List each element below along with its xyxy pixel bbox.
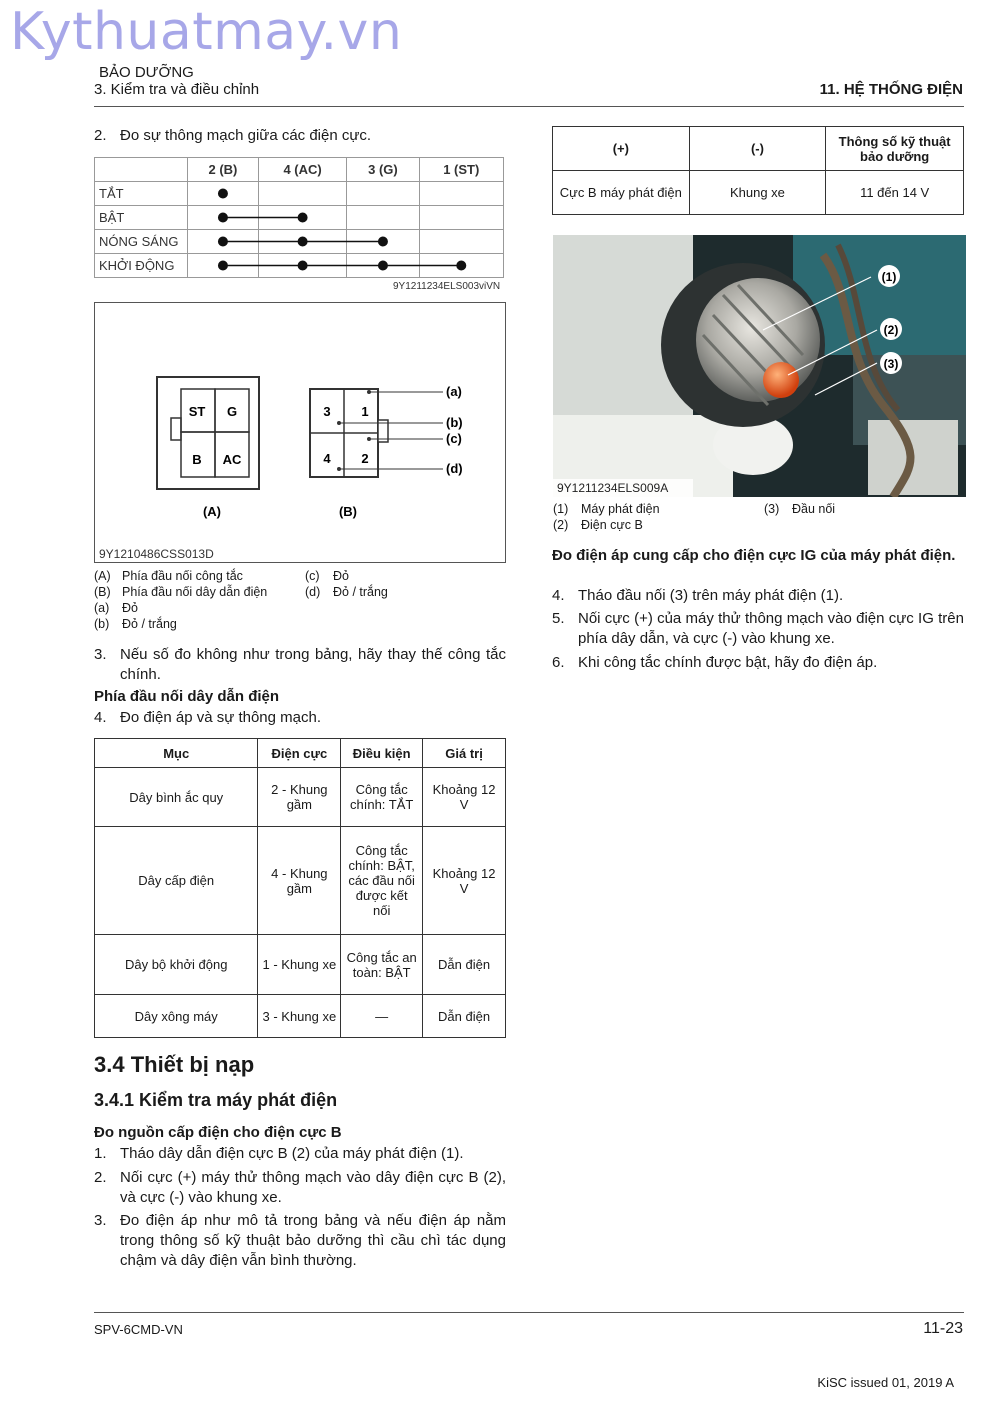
table-cell: Dẫn điện xyxy=(423,935,506,995)
table-cell: Công tắc an toàn: BẬT xyxy=(341,935,423,995)
callout-label: (b) xyxy=(446,415,463,430)
table-cell: — xyxy=(341,995,423,1038)
spec-header-cell: (+) xyxy=(553,127,690,171)
callout-label: (c) xyxy=(446,431,462,446)
spec-header-cell: Mục xyxy=(95,739,258,768)
connector-a-label: (A) xyxy=(202,504,222,519)
continuity-header-cell: 1 (ST) xyxy=(419,158,503,182)
table-cell: Cực B máy phát điện xyxy=(553,171,690,215)
pin-label: AC xyxy=(222,452,242,467)
legend-item: (1) Máy phát điện xyxy=(553,502,660,516)
ig-step: 4. Tháo đầu nối (3) trên máy phát điện (1). xyxy=(552,587,844,604)
header-chapter: 11. HỆ THỐNG ĐIỆN xyxy=(819,81,963,98)
header-subsection: 3. Kiểm tra và điều chỉnh xyxy=(94,81,260,98)
legend-item: (3) Đầu nối xyxy=(764,502,836,516)
continuity-dot xyxy=(298,237,308,247)
step-text: Đo điện áp và sự thông mạch. xyxy=(120,709,321,726)
step-3-replace xyxy=(94,645,506,685)
continuity-dot xyxy=(218,237,228,247)
voltage-spec-table xyxy=(94,738,506,1038)
b-terminal-heading: Đo nguồn cấp điện cho điện cực B xyxy=(94,1124,342,1141)
continuity-header-cell: 3 (G) xyxy=(347,158,419,182)
legend-item: (d) Đỏ / trắng xyxy=(305,585,388,599)
photo-legend-right xyxy=(764,501,835,517)
alternator-illustration xyxy=(553,235,966,497)
page-number: 11-23 xyxy=(923,1320,963,1337)
pin-label: B xyxy=(192,452,202,467)
step-4-measure xyxy=(94,708,506,728)
header-section: BẢO DƯỠNG xyxy=(99,64,194,81)
table-cell: Dây cấp điện xyxy=(95,827,258,935)
step-text: Nếu số đo không như trong bảng, hãy thay thế công tắc chính. xyxy=(120,646,506,683)
connector-legend xyxy=(94,568,267,632)
table-row xyxy=(95,768,506,827)
continuity-dot xyxy=(218,261,228,271)
continuity-dot xyxy=(298,261,308,271)
table-cell: Dây xông máy xyxy=(95,995,258,1038)
continuity-dot xyxy=(378,237,388,247)
table-cell: 4 - Khung gầm xyxy=(258,827,341,935)
table-row xyxy=(95,827,506,935)
pin-label: ST xyxy=(188,404,206,419)
connector-figure xyxy=(94,302,506,563)
legend-item: (A) Phía đầu nối công tắc xyxy=(94,569,243,583)
legend-item: (b) Đỏ / trắng xyxy=(94,617,177,631)
switch-position-label: KHỞI ĐỘNG xyxy=(95,254,188,278)
figure-code: 9Y1210486CSS013D xyxy=(99,547,214,561)
footer-doc-code: SPV-6CMD-VN xyxy=(94,1322,183,1337)
continuity-dot xyxy=(218,213,228,223)
table-cell: 3 - Khung xe xyxy=(258,995,341,1038)
step-2-continuity xyxy=(94,126,506,146)
switch-position-label: TẮT xyxy=(95,182,188,206)
legend-item: (2) Điện cực B xyxy=(553,518,643,532)
table-cell: 11 đến 14 V xyxy=(826,171,964,215)
photo-callout: (3) xyxy=(883,357,899,371)
continuity-dot xyxy=(298,213,308,223)
continuity-dot xyxy=(218,189,228,199)
spec-header-cell: Điện cực xyxy=(258,739,341,768)
harness-heading: Phía đầu nối dây dẫn điện xyxy=(94,688,280,705)
table-cell: 2 - Khung gầm xyxy=(258,768,341,827)
connector-legend-right xyxy=(305,568,388,600)
pin-label: 1 xyxy=(361,404,369,419)
table-cell: Công tắc chính: TẮT xyxy=(341,768,423,827)
spec-header-cell: Điều kiện xyxy=(341,739,423,768)
photo-callout: (1) xyxy=(881,270,897,284)
pin-label: 4 xyxy=(323,451,331,466)
b-terminal-spec-table xyxy=(552,126,964,215)
b-step: 2. Nối cực (+) máy thử thông mạch vào dây điện cực B (2), và cực (-) vào khung xe. xyxy=(94,1169,506,1206)
step-number: 2. xyxy=(94,127,107,144)
table-cell: 1 - Khung xe xyxy=(258,935,341,995)
pin-label: 2 xyxy=(361,451,369,466)
table-cell: Dẫn điện xyxy=(423,995,506,1038)
legend-item: (a) Đỏ xyxy=(94,601,138,615)
legend-item: (c) Đỏ xyxy=(305,569,349,583)
alternator-photo xyxy=(553,235,966,497)
continuity-header-cell: 2 (B) xyxy=(188,158,259,182)
table-row xyxy=(95,935,506,995)
legend-item: (B) Phía đầu nối dây dẫn điện xyxy=(94,585,268,599)
continuity-dot xyxy=(456,261,466,271)
table-row xyxy=(553,171,964,215)
figure-code: 9Y1211234ELS009A xyxy=(557,481,669,495)
pin-label: 3 xyxy=(323,404,331,419)
issue-label: KiSC issued 01, 2019 A xyxy=(817,1375,954,1390)
subsection-heading: 3.4.1 Kiểm tra máy phát điện xyxy=(94,1090,338,1110)
table-cell: Dây bình ắc quy xyxy=(95,768,258,827)
continuity-dot xyxy=(378,261,388,271)
ig-heading: Đo điện áp cung cấp cho điện cực IG của máy phát điện. xyxy=(552,547,956,564)
photo-legend xyxy=(553,501,660,533)
b-step: 1. Tháo dây dẫn điện cực B (2) của máy phát điện (1). xyxy=(94,1145,464,1162)
table-cell: Công tắc chính: BẬT, các đầu nối được kết nối xyxy=(341,827,423,935)
spec-header-row xyxy=(95,739,506,768)
callout-label: (d) xyxy=(446,461,463,476)
continuity-header-cell: 4 (AC) xyxy=(258,158,346,182)
spec-header-cell: (-) xyxy=(689,127,826,171)
photo-callout: (2) xyxy=(883,323,899,337)
connector-diagram xyxy=(95,303,505,562)
switch-position-label: BẬT xyxy=(95,206,188,230)
callout-label: (a) xyxy=(446,384,462,399)
connector-b-label: (B) xyxy=(338,504,358,519)
step-number: 4. xyxy=(94,709,107,726)
ig-step: 5. Nối cực (+) của máy thử thông mạch vào điện cực IG trên phía dây dẫn, và cực (-) vào khung xe. xyxy=(552,610,964,647)
step-text: Đo sự thông mạch giữa các điện cực. xyxy=(120,127,372,144)
continuity-dots xyxy=(94,157,506,282)
b-step: 3. Đo điện áp như mô tả trong bảng và nếu điện áp nằm trong thông số kỹ thuật bảo dưỡng thì cầu chì tác dụng chậm và dây điện vẫn bình thường. xyxy=(94,1212,506,1269)
ig-step: 6. Khi công tắc chính được bật, hãy đo điện áp. xyxy=(552,654,878,671)
switch-position-label: NÓNG SÁNG xyxy=(95,230,188,254)
footer-divider xyxy=(94,1312,964,1313)
figure-code: 9Y1211234ELS003viVN xyxy=(393,281,501,292)
spec-header-cell: Thông số kỹ thuật bảo dưỡng xyxy=(826,127,964,171)
header-divider xyxy=(94,106,964,107)
pin-label: G xyxy=(226,404,238,419)
table-cell: Khoảng 12 V xyxy=(423,827,506,935)
section-heading: 3.4 Thiết bị nạp xyxy=(94,1052,255,1077)
spec-header-cell: Giá trị xyxy=(423,739,506,768)
step-number: 3. xyxy=(94,646,107,663)
spec-header-row xyxy=(553,127,964,171)
table-cell: Khoảng 12 V xyxy=(423,768,506,827)
table-row xyxy=(95,995,506,1038)
table-cell: Khung xe xyxy=(689,171,826,215)
table-cell: Dây bộ khởi động xyxy=(95,935,258,995)
watermark: Kythuatmay.vn xyxy=(10,2,403,62)
